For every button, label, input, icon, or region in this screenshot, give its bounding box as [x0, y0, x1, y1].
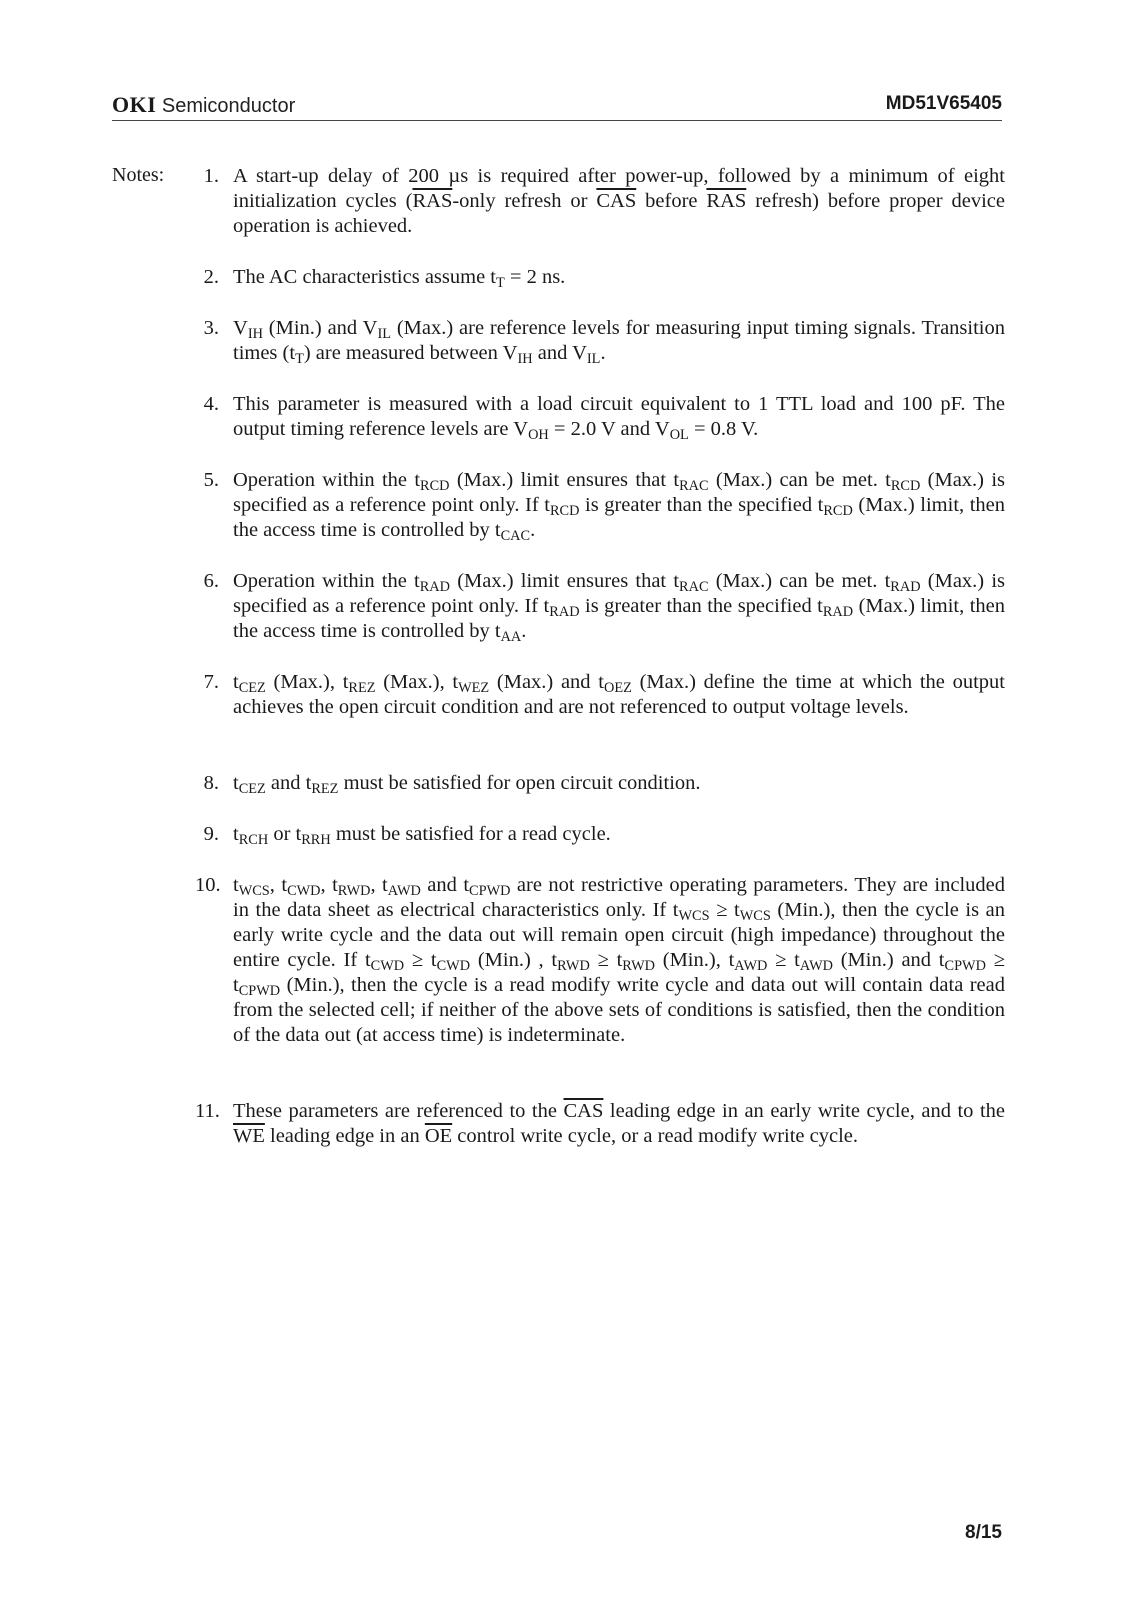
note-10 — [195, 873, 1005, 1048]
note-text: A start-up delay of 200 µs is required after power-up, followed by a minimum of eight initialization cycles ($\overline{RAS}$-only refresh or $\overline{CAS}$ before $\overline{RAS}$ refresh) before proper device operation is achieved. — [233, 165, 1005, 237]
note-text: $t_{CEZ}$ and $t_{REZ}$ must be satisfied for open circuit condition. — [233, 772, 701, 797]
note-11 — [195, 1099, 1005, 1149]
note-text: This parameter is measured with a load circuit equivalent to 1 TTL load and 100 pF. The output timing reference levels are $V_{OH} = 2.0$ V and $V_{OL} = 0.8$ V. — [233, 393, 1005, 443]
page-number: 8/15 — [965, 1522, 1002, 1543]
oki-logo: OKI — [112, 92, 157, 117]
note-text: $t_{CEZ}$ (Max.), $t_{REZ}$ (Max.), $t_{WEZ}$ (Max.) and $t_{OEZ}$ (Max.) define the time at which the output achieves the open circuit condition and are not referenced to output voltage levels. — [233, 671, 1005, 718]
note-text: The AC characteristics assume $t_T = 2$ ns. — [233, 266, 566, 291]
note-text: $t_{RCH}$ or $t_{RRH}$ must be satisfied for a read cycle. — [233, 823, 611, 848]
brand — [112, 92, 295, 118]
note-text: $t_{WCS}$, $t_{CWD}$, $t_{RWD}$, $t_{AWD}$ and $t_{CPWD}$ are not restrictive operating parameters. They are included in the data sheet as electrical characteristics only. If $t_{WCS} \ge t_{WCS}$ (Min.), then the cycle is an early write cycle and the data out will remain open circuit (high impedance) throughout the entire cycle. If $t_{CWD} \ge t_{CWD}$ (Min.) , $t_{RWD} \ge t_{RWD}$ (Min.), $t_{AWD} \ge t_{AWD}$ (Min.) and $t_{CPWD} \ge t_{CPWD}$ (Min.), then the cycle is a read modify write cycle and data out will contain data read from the selected cell; if neither of the above sets of conditions is satisfied, then the condition of the data out (at access time) is indeterminate. — [233, 874, 1006, 1046]
note-text: $V_{IH}$ (Min.) and $V_{IL}$ (Max.) are reference levels for measuring input timing signals. Transition times $(t_T)$ are measured between $V_{IH}$ and $V_{IL}$. — [233, 317, 1005, 367]
note-3 — [195, 316, 1005, 366]
note-9 — [195, 822, 1005, 847]
document-id: MD51V65405 — [885, 93, 1002, 114]
notes-label: Notes: — [112, 164, 165, 186]
note-text: These parameters are referenced to the $\overline{CAS}$ leading edge in an early write cycle, and to the $\overline{WE}$ leading edge in an $\overline{OE}$ control write cycle, or a read modify write cycle. — [233, 1100, 1005, 1147]
note-number: 5. — [203, 469, 219, 491]
note-number: 7. — [203, 671, 219, 693]
note-7 — [195, 670, 1005, 720]
note-number: 9. — [203, 823, 219, 845]
note-1 — [195, 164, 1005, 239]
note-number: 6. — [203, 570, 219, 592]
note-number: 11. — [195, 1100, 220, 1122]
brand-name: Semiconductor — [161, 95, 296, 117]
note-4 — [195, 392, 1005, 442]
note-number: 4. — [203, 393, 219, 415]
note-5 — [195, 468, 1005, 543]
note-number: 2. — [203, 266, 219, 288]
note-number: 8. — [203, 772, 219, 794]
note-8 — [195, 771, 1005, 796]
note-text: Operation within the $t_{RAD}$ (Max.) limit ensures that $t_{RAC}$ (Max.) can be met. $t_{RAD}$ (Max.) is specified as a reference point only. If $t_{RAD}$ is greater than the specified $t_{RAD}$ (Max.) limit, then the access time is controlled by $t_{AA}$. — [233, 570, 1005, 645]
note-number: 1. — [203, 165, 219, 187]
note-6 — [195, 569, 1005, 644]
page-header — [112, 88, 1002, 121]
note-text: Operation within the $t_{RCD}$ (Max.) limit ensures that $t_{RAC}$ (Max.) can be met. $t_{RCD}$ (Max.) is specified as a reference point only. If $t_{RCD}$ is greater than the specified $t_{RCD}$ (Max.) limit, then the access time is controlled by $t_{CAC}$. — [233, 469, 1005, 544]
note-number: 10. — [195, 874, 221, 896]
note-number: 3. — [203, 317, 219, 339]
note-2 — [195, 265, 1005, 290]
